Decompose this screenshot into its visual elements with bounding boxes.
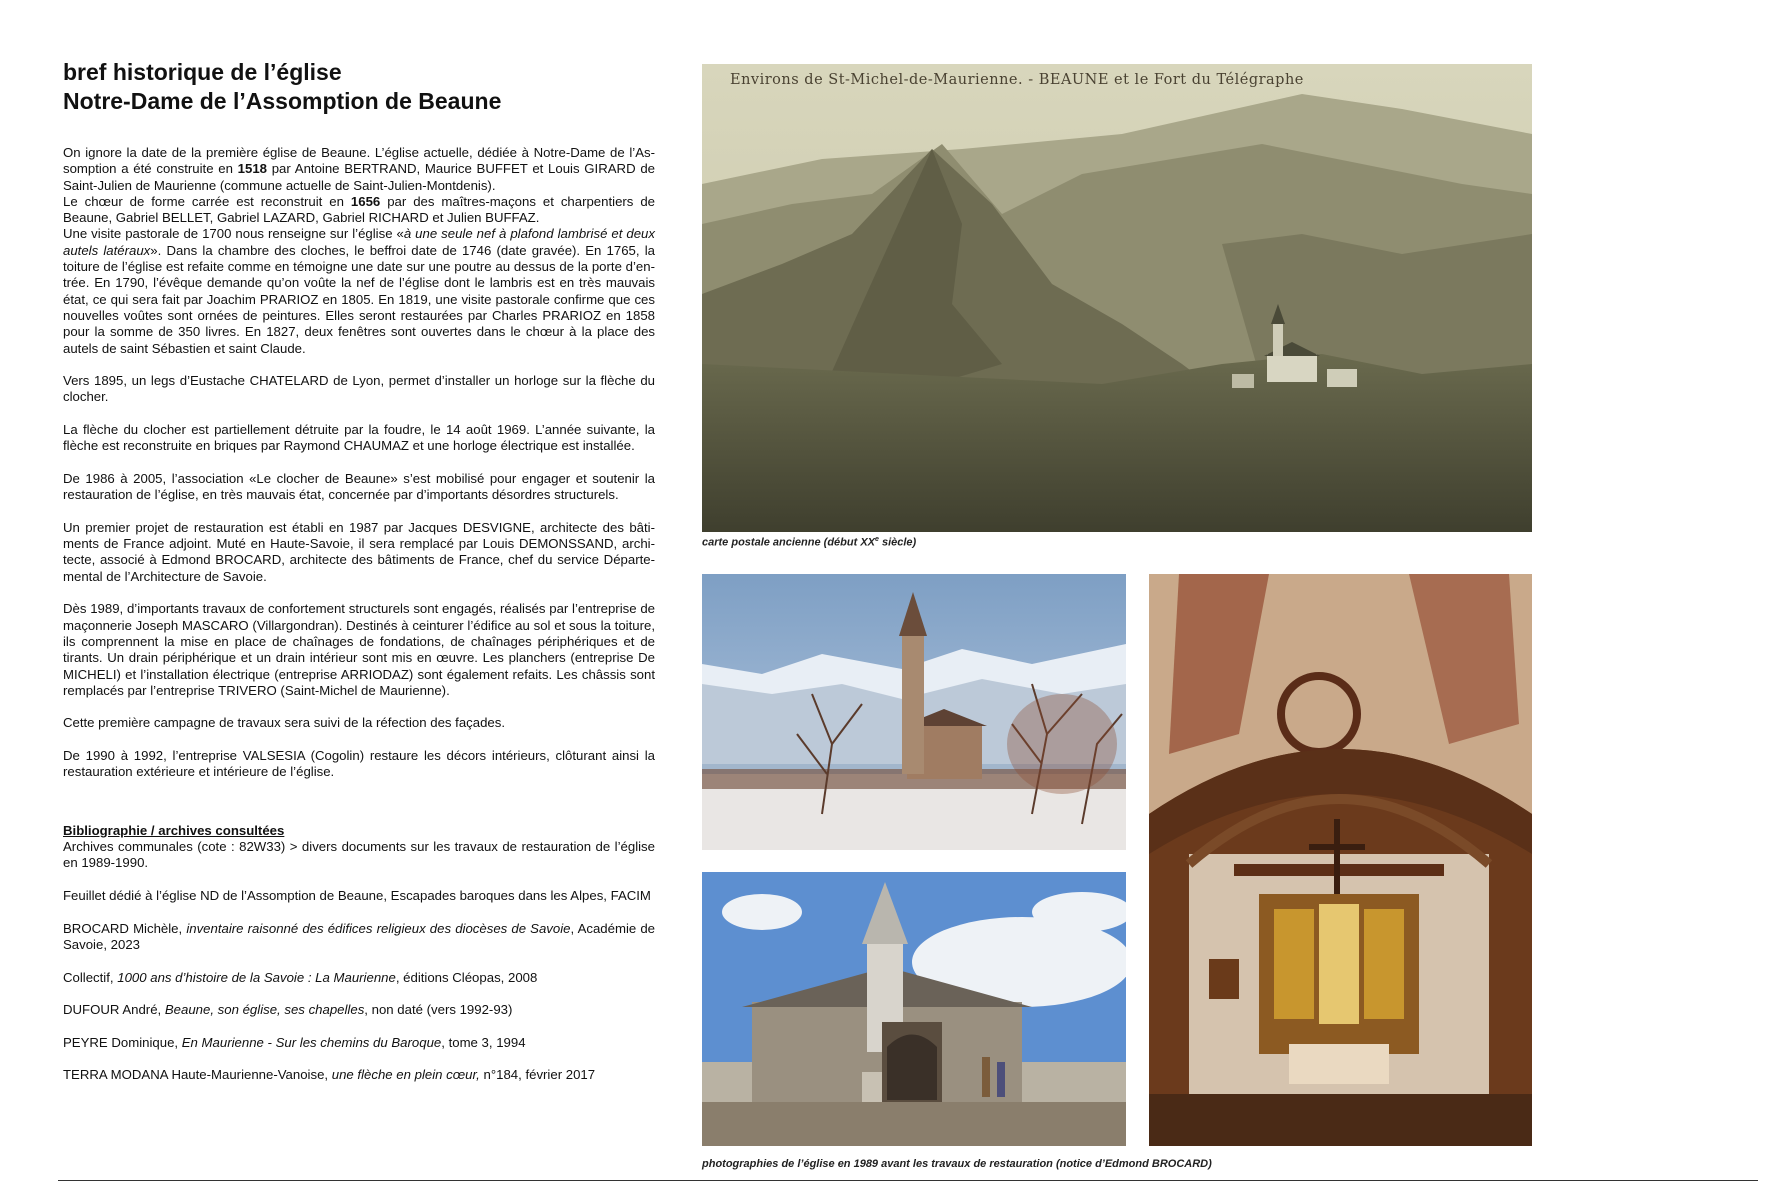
title-line-2: Notre-Dame de l’Assomption de Beaune [63, 88, 502, 114]
postcard-printed-text: Environs de St-Michel-de-Maurienne. - BEAUNE et le Fort du Télégraphe [730, 72, 1304, 88]
church-interior-photo [1149, 574, 1532, 1146]
paragraph-construction: On ignore la date de la première église de Beaune. L’église actuelle, dédiée à Notre-Dame de l’As-somption a été construite en 1518 par Antoine BERTRAND, Maurice BUFFET et Louis GIRARD de Saint-Julien de Maurienne (commune actuelle de Saint-Julien-Montdenis). [63, 145, 655, 193]
title-line-1: bref historique de l’église [63, 59, 342, 85]
bib-item: TERRA MODANA Haute-Maurienne-Vanoise, une flèche en plein cœur, n°184, février 2017 [63, 1067, 596, 1083]
paragraph-interior-decor: De 1990 à 1992, l’entreprise VALSESIA (Cogolin) restaure les décors intérieurs, clôturant ainsi la restauration extérieure et intérieure de l’église. [63, 747, 655, 780]
bib-item: Feuillet dédié à l’église ND de l’Assomption de Beaune, Escapades baroques dans les Alpes, FACIM [63, 888, 651, 904]
church-summer-photo [702, 872, 1126, 1146]
church-summer-scene [702, 872, 1126, 1146]
church-winter-photo [702, 574, 1126, 850]
church-interior-scene [1149, 574, 1532, 1146]
postcard-landscape [702, 64, 1532, 532]
bib-item: Collectif, 1000 ans d’histoire de la Savoie : La Maurienne, éditions Cléopas, 2008 [63, 969, 538, 985]
year-1656: 1656 [350, 193, 381, 209]
paragraph-facades: Cette première campagne de travaux sera suivi de la réfection des façades. [63, 715, 506, 731]
bib-item: PEYRE Dominique, En Maurienne - Sur les chemins du Baroque, tome 3, 1994 [63, 1034, 526, 1050]
bib-item: Archives communales (cote : 82W33) > divers documents sur les travaux de restauration de l’église en 1989-1990. [63, 839, 655, 871]
page-title [63, 58, 663, 116]
bibliography-heading: Bibliographie / archives consultées [63, 822, 285, 838]
paragraph-pastoral-visit: Une visite pastorale de 1700 nous renseigne sur l’église «à une seule nef à plafond lambrisé et deux autels latéraux». Dans la chambre des cloches, le beffroi date de 1746 (date gravée). En 1765, la toiture de l’église est refaite comme en témoigne une date sur une poutre au dessus de la porte d’en-trée. En 1790, l’évêque demande qu’on voûte la nef de l’église dont le lambris est en très mauvais état, ce qui sera fait par Joachim PRARIOZ en 1805. En 1819, une visite pastorale confirme que ces nouvelles voûtes sont ornées de peintures. Elles seront restaurées par Charles PRARIOZ en 1858 pour la somme de 350 livres. En 1827, deux fenêtres sont ouvertes dans le chœur à la place des autels de saint Sébastien et saint Claude. [63, 226, 655, 356]
paragraph-clock-legacy: Vers 1895, un legs d’Eustache CHATELARD de Lyon, permet d’installer un horloge sur la flèche du clocher. [63, 373, 655, 405]
paragraph-choir: Le chœur de forme carrée est reconstruit en 1656 par des maîtres-maçons et charpentiers de Beaune, Gabriel BELLET, Gabriel LAZARD, Gabriel RICHARD et Julien BUFFAZ. [63, 193, 656, 226]
bibliography [63, 823, 655, 1084]
history-text [63, 145, 655, 1100]
paragraph-lightning: La flèche du clocher est partiellement détruite par la foudre, le 14 août 1969. L’année suivante, la flèche est reconstruite en briques par Raymond CHAUMAZ et une horloge électrique est installée. [63, 422, 655, 454]
paragraph-first-project: Un premier projet de restauration est établi en 1987 par Jacques DESVIGNE, architecte des bâti-ments de France adjoint. Muté en Haute-Savoie, il sera remplacé par Louis DEMONSSAND, archi-tecte, associé à Edmond BROCARD, architecte des bâtiments de France, chef du service Départe-mental de l’Architecture de Savoie. [63, 519, 655, 584]
bib-item: DUFOUR André, Beaune, son église, ses chapelles, non daté (vers 1992-93) [63, 1002, 513, 1018]
postcard-caption: carte postale ancienne (début XXe siècle) [702, 536, 917, 549]
paragraph-works-1989: Dès 1989, d’importants travaux de confortement structurels sont engagés, réalisés par l’entreprise de maçonnerie Joseph MASCARO (Villargondran). Destinés à ceinturer l’édifice au sol et sous la toiture, ils comprennent la mise en place de chaînages de fondations, de chaînages périphériques et de tirants. Un drain périphérique et un drain intérieur sont mis en œuvre. Les planchers (entreprise De MICHELI) et l’installation électrique (entreprise ARRIODAZ) sont également refaits. Les châssis sont remplacés par l’entreprise TRIVERO (Saint-Michel de Maurienne). [63, 601, 655, 698]
bib-item: BROCARD Michèle, inventaire raisonné des édifices religieux des diocèses de Savoie, Académie de Savoie, 2023 [63, 920, 656, 952]
paragraph-association: De 1986 à 2005, l’association «Le clocher de Beaune» s’est mobilisé pour engager et soutenir la restauration de l’église, en très mauvais état, concernée par d’importants désordres structurels. [63, 470, 655, 503]
church-winter-scene [702, 574, 1126, 850]
pastoral-quote: à une seule nef à plafond lambrisé et deux autels latéraux [63, 226, 655, 258]
photos-caption: photographies de l’église en 1989 avant les travaux de restauration (notice d’Edmond BROCARD) [702, 1158, 1212, 1170]
postcard-image [702, 64, 1532, 532]
year-1518: 1518 [237, 161, 267, 177]
